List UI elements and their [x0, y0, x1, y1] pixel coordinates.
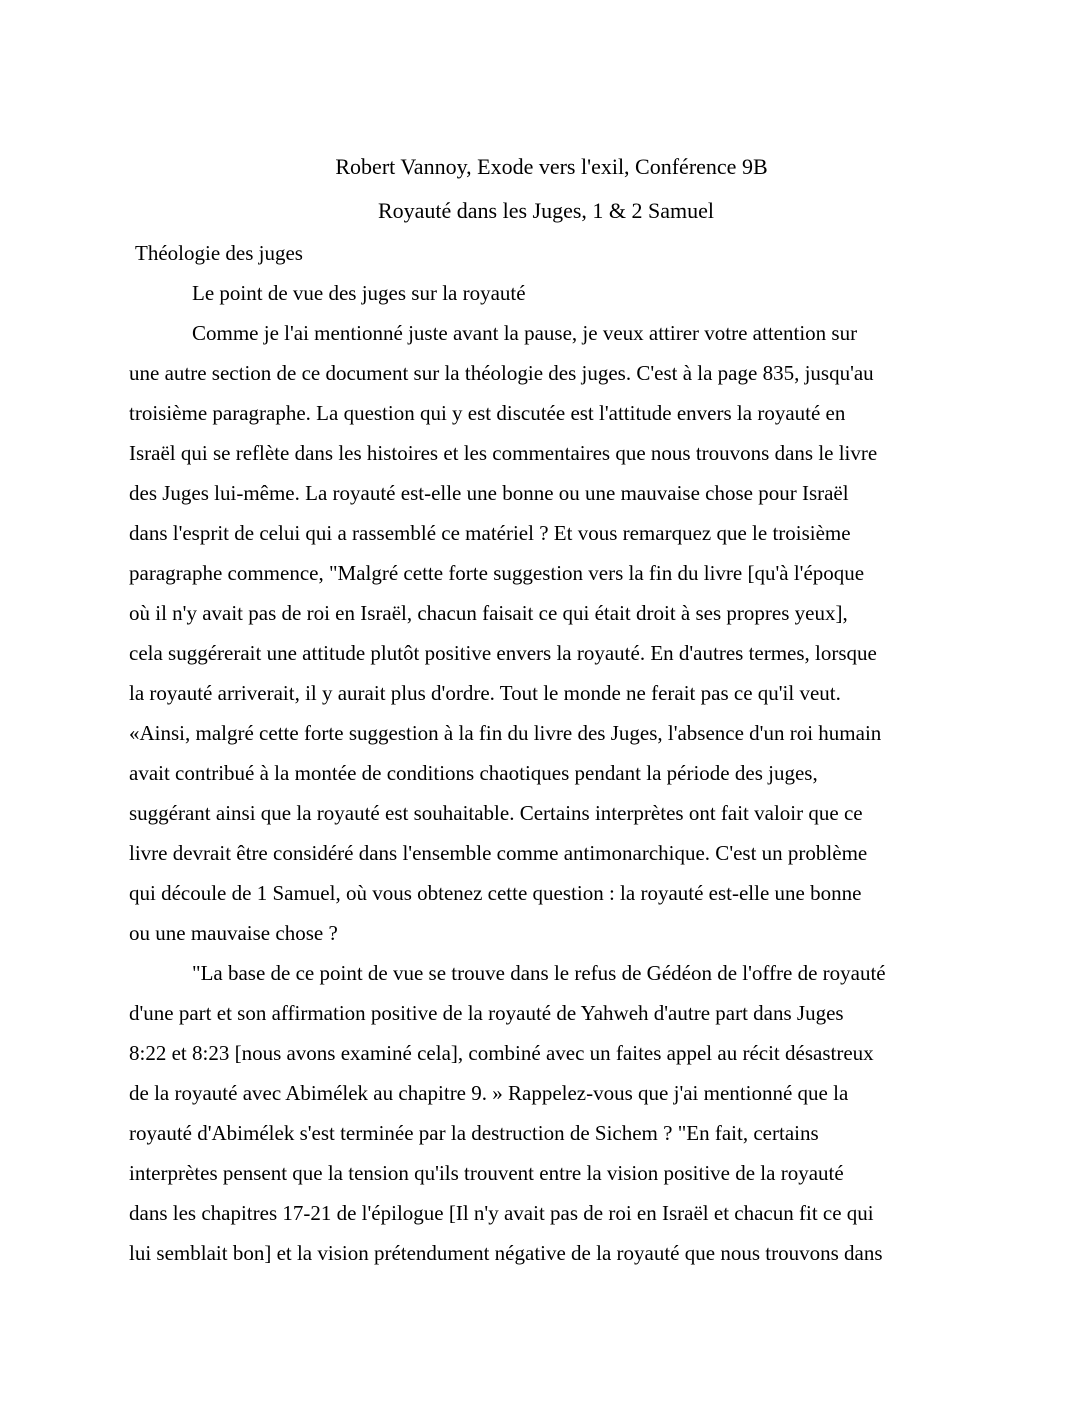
subtitle-row [0, 196, 1088, 226]
text-line: avait contribué à la montée de conditions chaotiques pendant la période des juges, [129, 761, 818, 785]
text-line: "La base de ce point de vue se trouve dans le refus de Gédéon de l'offre de royauté [192, 961, 886, 985]
subsection-heading: Le point de vue des juges sur la royauté [192, 281, 526, 305]
text-line: Israël qui se reflète dans les histoires et les commentaires que nous trouvons dans le livre [129, 441, 878, 465]
title-row [0, 152, 1088, 182]
section-heading: Théologie des juges [135, 241, 303, 265]
text-line: d'une part et son affirmation positive de la royauté de Yahweh d'autre part dans Juges [129, 1001, 844, 1025]
text-line: ou une mauvaise chose ? [129, 921, 338, 945]
text-line: lui semblait bon] et la vision prétendument négative de la royauté que nous trouvons dans [129, 1241, 883, 1265]
text-line: 8:22 et 8:23 [nous avons examiné cela], combiné avec un faites appel au récit désastreux [129, 1041, 874, 1065]
text-line: dans les chapitres 17-21 de l'épilogue [Il n'y avait pas de roi en Israël et chacun fit ce qui [129, 1201, 874, 1225]
text-line: qui découle de 1 Samuel, où vous obtenez cette question : la royauté est-elle une bonne [129, 881, 862, 905]
text-line: paragraphe commence, "Malgré cette forte suggestion vers la fin du livre [qu'à l'époque [129, 561, 865, 585]
text-line: de la royauté avec Abimélek au chapitre 9. » Rappelez-vous que j'ai mentionné que la [129, 1081, 849, 1105]
text-line: «Ainsi, malgré cette forte suggestion à la fin du livre des Juges, l'absence d'un roi humain [129, 721, 882, 745]
text-line: livre devrait être considéré dans l'ensemble comme antimonarchique. C'est un problème [129, 841, 868, 865]
text-line: des Juges lui-même. La royauté est-elle une bonne ou une mauvaise chose pour Israël [129, 481, 849, 505]
text-line: la royauté arriverait, il y aurait plus d'ordre. Tout le monde ne ferait pas ce qu'il veut. [129, 681, 841, 705]
page-title: Robert Vannoy, Exode vers l'exil, Conférence 9B [335, 154, 768, 179]
text-line: suggérant ainsi que la royauté est souhaitable. Certains interprètes ont fait valoir que ce [129, 801, 863, 825]
page-subtitle: Royauté dans les Juges, 1 & 2 Samuel [377, 198, 715, 223]
text-line: interprètes pensent que la tension qu'ils trouvent entre la vision positive de la royauté [129, 1161, 844, 1185]
text-line: cela suggérerait une attitude plutôt positive envers la royauté. En d'autres termes, lorsque [129, 641, 877, 665]
text-line: royauté d'Abimélek s'est terminée par la destruction de Sichem ? "En fait, certains [129, 1121, 819, 1145]
text-line: Comme je l'ai mentionné juste avant la pause, je veux attirer votre attention sur [192, 321, 858, 345]
text-line: troisième paragraphe. La question qui y est discutée est l'attitude envers la royauté en [129, 401, 846, 425]
text-line: une autre section de ce document sur la théologie des juges. C'est à la page 835, jusqu'au [129, 361, 874, 385]
text-line: où il n'y avait pas de roi en Israël, chacun faisait ce qui était droit à ses propres yeux], [129, 601, 848, 625]
text-line: dans l'esprit de celui qui a rassemblé ce matériel ? Et vous remarquez que le troisième [129, 521, 851, 545]
